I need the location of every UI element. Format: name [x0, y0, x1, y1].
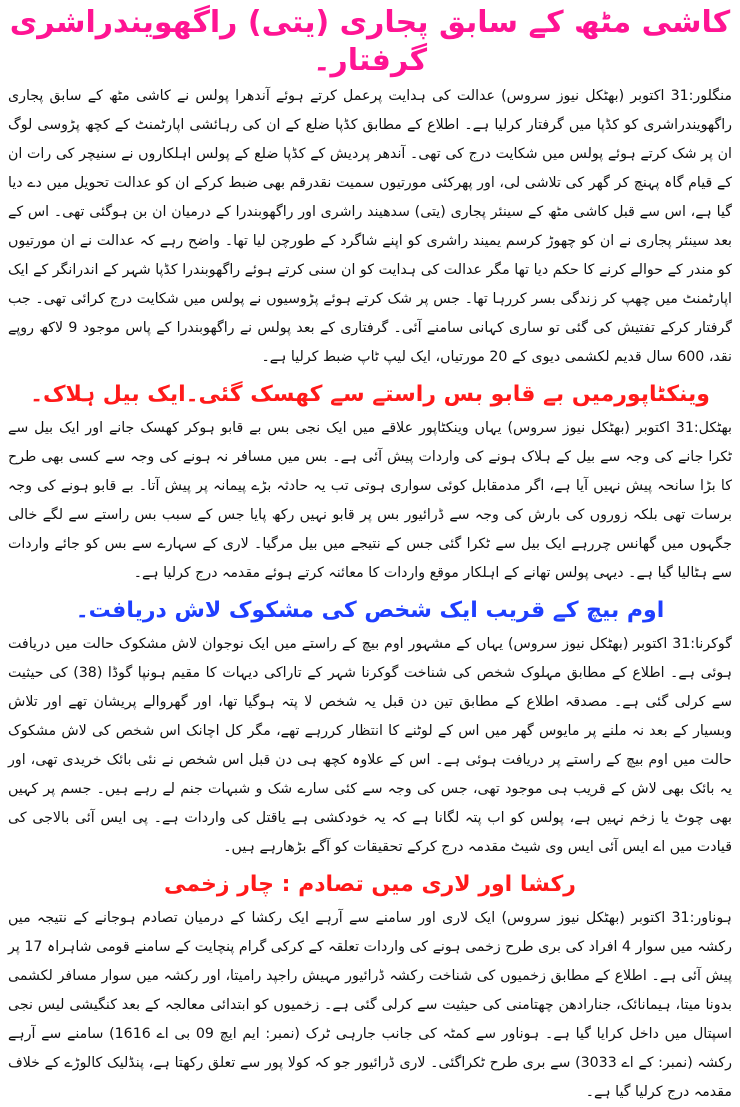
article-text: یہاں وینکٹاپور علاقے میں ایک نجی بس بے قابو ہوکر کھسک جانے اور ایک بیل سے ٹکرا جانے کی وجہ سے بیل کے ہلاک ہونے کی واردات پیش آئی ہے۔ بس میں مسافر نہ ہونے کی وجہ سے کسی بھی طرح کا بڑا سانحہ پیش نہیں آیا ہے، اگر مدمقابل کوئی سواری ہوتی تب یہ حادثہ بڑے پیمانہ پر پیش آتا۔ بے قابو ہونے کی وجہ برسات تھی بلکہ زوروں کی بارش کی وجہ سے ڈرائیور بس پر قابو نہیں رکھ پایا جس کے سبب بس راستے سے لگے خالی جگہوں میں گھانس چررہے ایک بیل سے ٹکرا گئی جس کے نتیجے میں بیل مرگیا۔ لاری کے سہارے سے بس کو جائے واردات سے ہٹالیا گیا ہے۔ دیہی پولس تھانے کے اہلکار موقع واردات کا معائنہ کرتے ہوئے مقدمہ درج کرلیا ہے۔	[8, 420, 732, 581]
article-dateline: بھٹکل:31 اکتوبر (بھٹکل نیوز سروس)	[507, 420, 732, 436]
article-body	[8, 630, 732, 862]
article-suspicious-body	[8, 596, 732, 862]
article-rickshaw-collision	[8, 870, 732, 1107]
article-headline: کاشی مٹھ کے سابق پجاری (یتی) راگھویندراشری گرفتار۔	[9, 5, 731, 78]
article-headline: اوم بیچ کے قریب ایک شخص کی مشکوک لاش دریافت۔	[75, 598, 665, 623]
article-dateline: ہوناور:31 اکتوبر (بھٹکل نیوز سروس)	[501, 910, 732, 926]
article-headline: رکشا اور لاری میں تصادم : چار زخمی	[164, 872, 576, 897]
article-body	[8, 82, 732, 372]
article-text: یہاں کے مشہور اوم بیچ کے راستے میں ایک نوجوان لاش مشکوک حالت میں دریافت ہوئی ہے۔ اطلاع کے مطابق مہلوک شخص کی شناخت گوکرنا شہر کے تاراکی دیہات کا مقیم ہونپا گوڈا (38) کی حیثیت سے کرلی گئی ہے۔ مصدقہ اطلاع کے مطابق تین دن قبل یہ شخص لا پتہ ہوگیا تھا، اور گھروالے پریشان تھے اور تلاش وبسیار کے بعد نہ ملنے پر مایوس گھر میں اس کے لوٹنے کا انتظار کررہے تھے، مگر کل اچانک اس شخص کی لاش مشکوک حالت میں اوم بیچ کے راستے پر دریافت ہوئی ہے۔ اس کے علاوہ کچھ ہی دن قبل اس شخص نے نئی بائک خریدی تھی، اور یہ بائک بھی لاش کے قریب ہی موجود تھی، جس کی وجہ سے کئی سارے شک و شبہات جنم لے رہے ہیں۔ جسم پر کہیں بھی چوٹ یا زخم نہیں ہے، پولس کو اب پتہ لگانا ہے کہ یہ خودکشی ہے یاقتل کی واردات ہے۔ پی ایس آئی بالاجی کی قیادت میں اے ایس آئی ایس وی شیٹ مقدمہ درج کرکے تحقیقات کو آگے بڑھارہے ہیں۔	[8, 636, 733, 855]
article-kashi-math-arrest	[8, 4, 732, 372]
article-body	[8, 414, 732, 588]
article-dateline: منگلور:31 اکتوبر (بھٹکل نیوز سروس)	[501, 88, 732, 104]
article-headline: وینکٹاپورمیں بے قابو بس راستے سے کھسک گئی۔ایک بیل ہلاک۔	[30, 382, 710, 407]
article-text: ایک لاری اور سامنے سے آرہے ایک رکشا کے درمیان تصادم ہوجانے کے نتیجہ میں رکشہ میں سوار 4 افراد کی بری طرح زخمی ہونے کی واردات تعلقہ کے کرکی گرام پنچایت کے سامنے قومی شاہراہ 17 پر پیش آئی ہے۔ اطلاع کے مطابق زخمیوں کی شناخت رکشہ ڈرائیور مہیش راجپد رامیتا، اور رکشہ میں سوار مسافر لکشمی بدونا میتا، ہیمانائک، جنارادھن چھتامنی کی حیثیت سے کرلی گئی ہے۔ زخمیوں کو ابتدائی معالجہ کے بعد کنگیشی لیس نجی اسپتال میں داخل کرایا گیا ہے۔ ہوناور سے کمٹہ کی جانب جارہی ٹرک (نمبر: ایم ایچ 09 بی اے 1616) سامنے سے آرہے رکشہ (نمبر: کے اے 3033) سے بری طرح ٹکراگئی۔ لاری ڈرائیور جو کہ کولا پور سے تعلق رکھتا ہے، پنڈلیک کالوڑے کے خلاف مقدمہ درج کرلیا گیا ہے۔	[8, 910, 733, 1100]
article-bus-accident	[8, 380, 732, 588]
article-body	[8, 904, 732, 1107]
article-text: عدالت کی ہدایت پرعمل کرتے ہوئے آندھرا پولس نے کاشی مٹھ کے سابق پجاری راگھویندراشری کو کڈپا میں گرفتار کرلیا ہے۔ اطلاع کے مطابق کڈپا ضلع کے ان کی رہائشی اپارٹمنٹ کے کچھ پڑوسی لوگ ان پر شک کرتے ہوئے پولس میں شکایت درج کی تھی۔ آندھر پردیش کے کڈپا ضلع کے پولس اہلکاروں نے سنیچر کی رات ان کے قیام گاہ پہنچ کر گھر کی تلاشی لی، اور پھرکئی مورتیوں سمیت نقدرقم بھی ضبط کرکے ان کو عدالت تحویل میں دے دیا گیا ہے، اس سے قبل کاشی مٹھ کے سینئر پجاری (یتی) سدھیند راشری اور راگھوبندرا کے درمیان ان بن ہوگئی تھی۔ اس کے بعد سینئر پجاری نے ان کو چھوڑ کرسم یمیند راشری کو اپنے شاگرد کے طورچن لیا تھا۔ واضح رہے کہ عدالت نے ان مورتیوں کو مندر کے حوالے کرنے کا حکم دیا تھا مگر عدالت کی ہدایت کو ان سنی کرتے ہوئے راگھوبندرا کڈپا شہر کے اندرانگر کے ایک اپارٹمنٹ میں چھپ کر زندگی بسر کررہا تھا۔ جس پر شک کرتے ہوئے پڑوسیوں نے پولس میں شکایت درج کرائی تھی۔ جب گرفتار کرکے تفتیش کی گئی تو ساری کہانی سامنے آئی۔ گرفتاری کے بعد پولس نے راگھوبندرا کے پاس موجود 9 لاکھ روپے نقد، 600 سال قدیم لکشمی دیوی کے 20 مورتیاں، ایک لیپ ٹاپ ضبط کرلیا ہے۔	[8, 88, 733, 365]
article-dateline: گوکرنا:31 اکتوبر (بھٹکل نیوز سروس)	[507, 636, 733, 652]
